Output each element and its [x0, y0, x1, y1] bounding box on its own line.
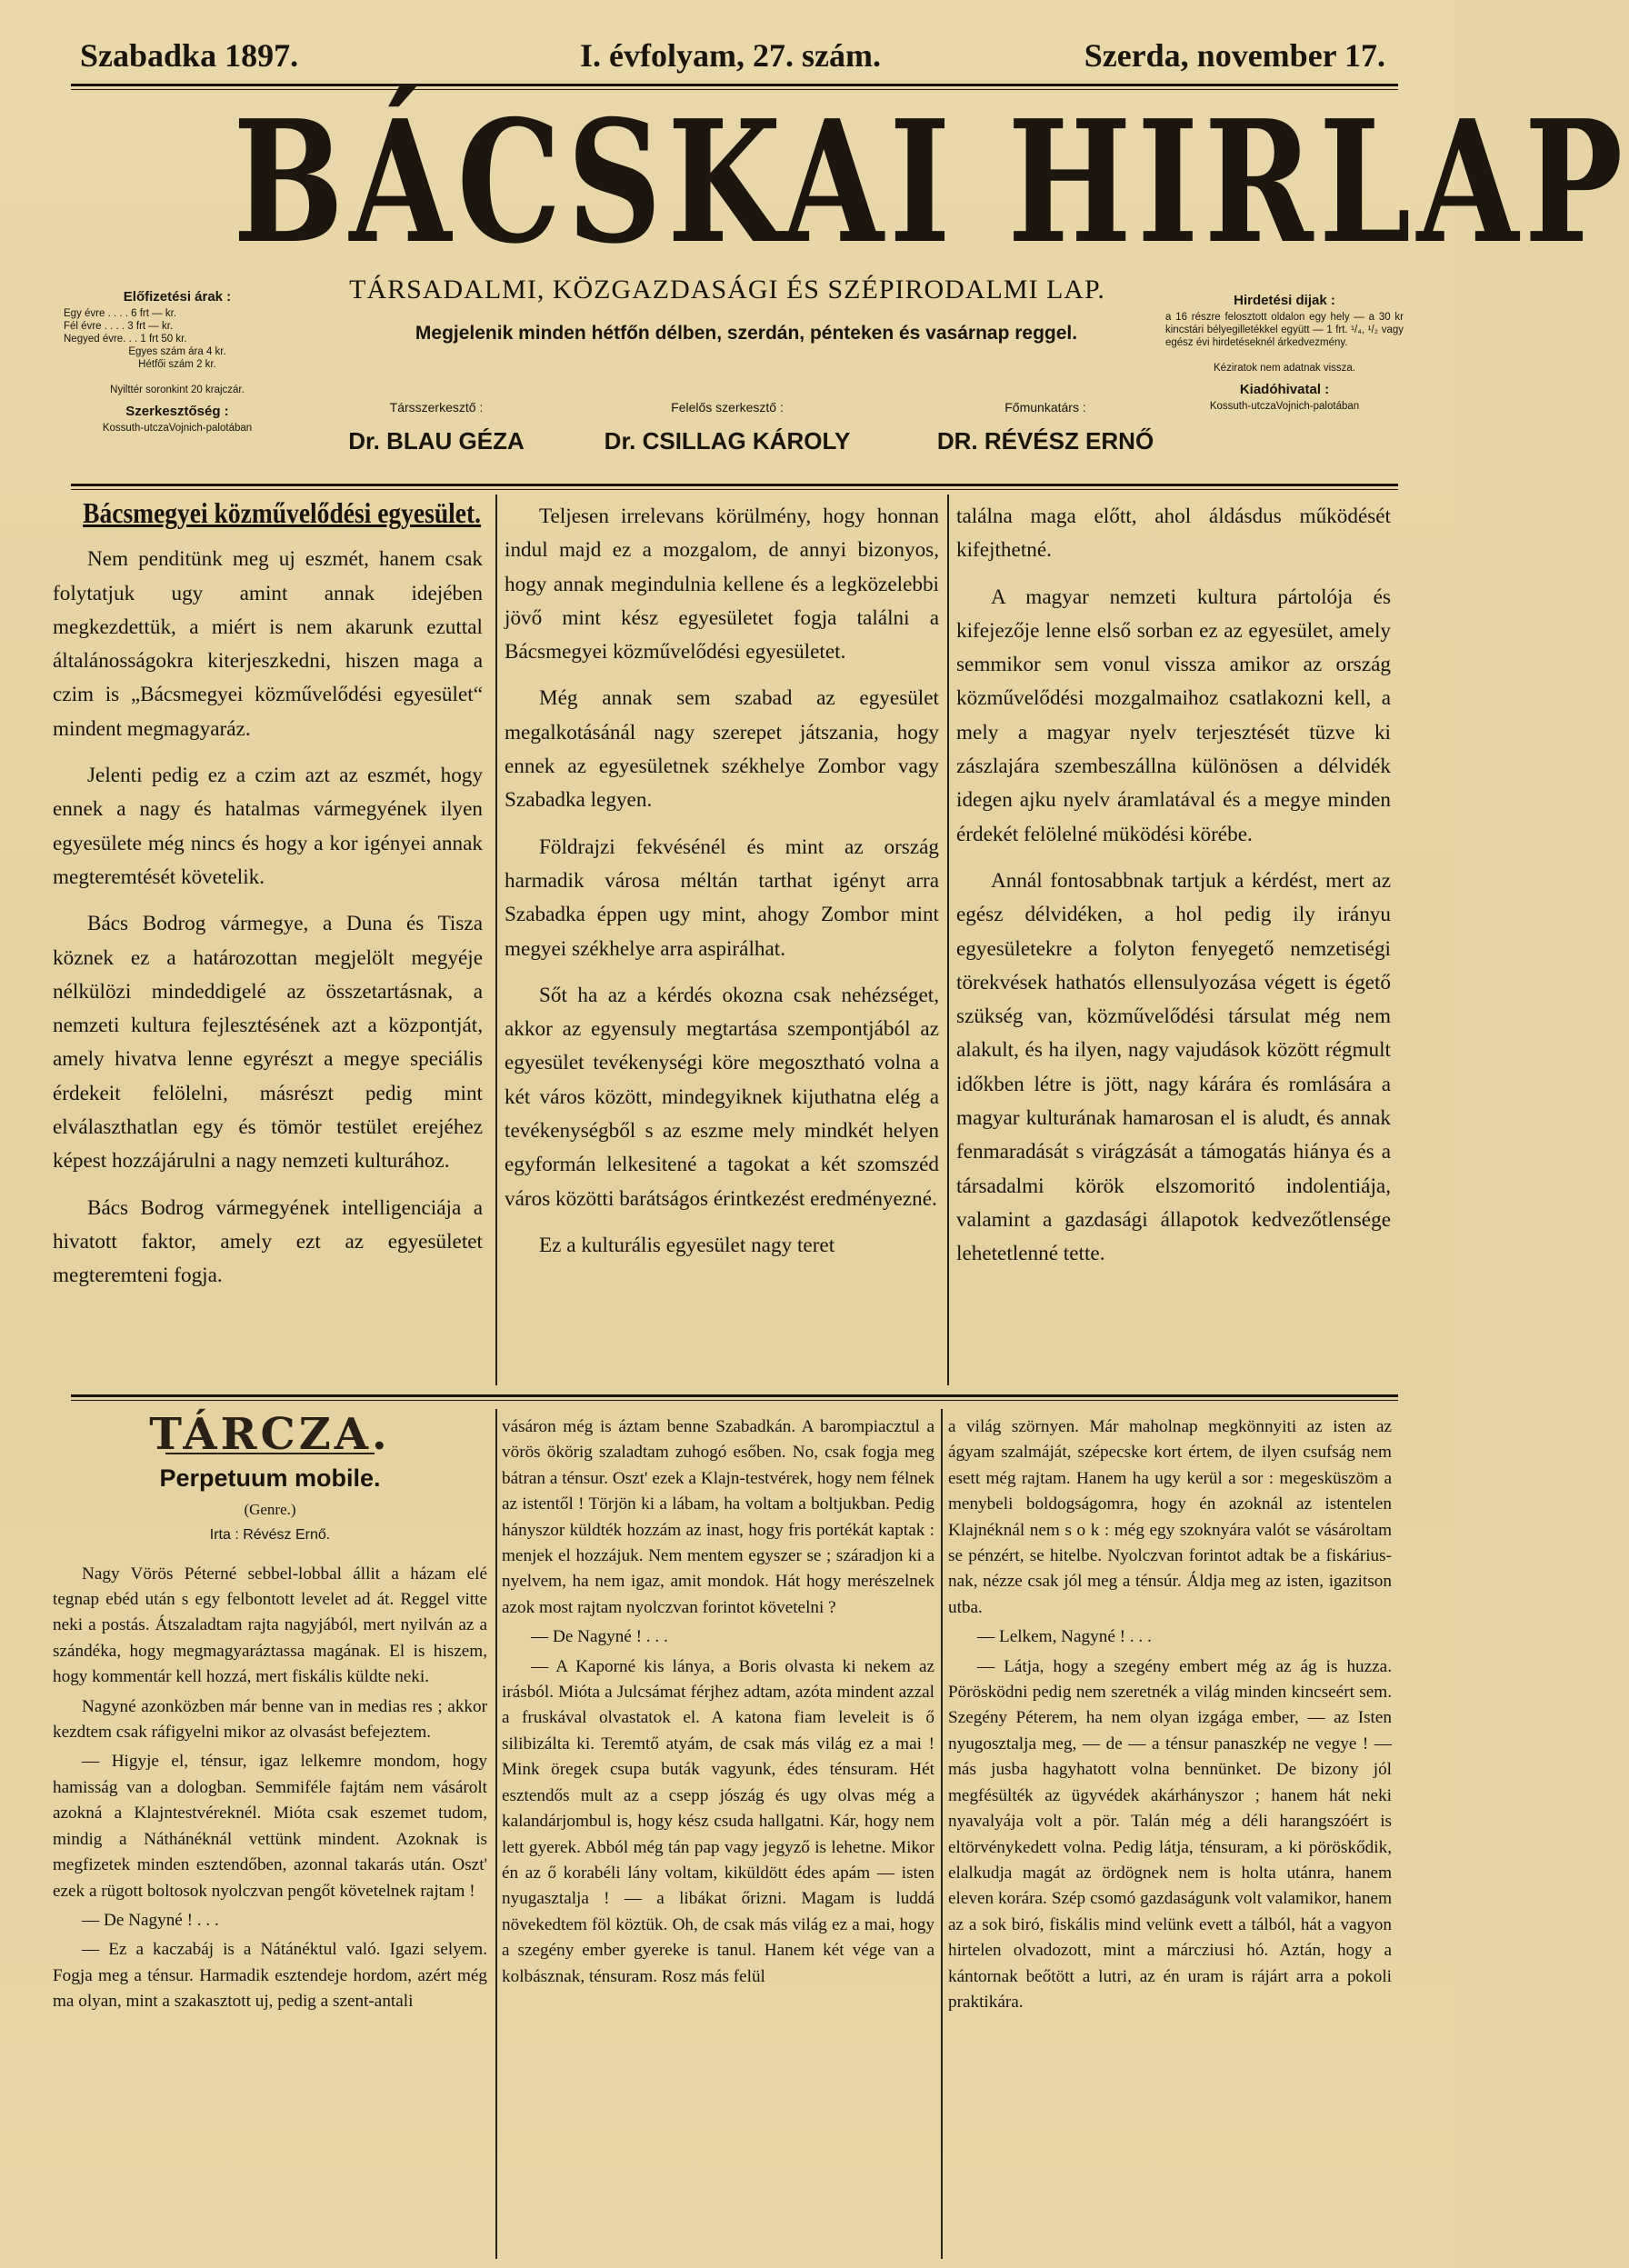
column-divider: [947, 495, 949, 1385]
main-contributor: [900, 400, 1191, 455]
subscription-box: [64, 291, 291, 435]
paragraph: — De Nagyné ! . . .: [82, 1910, 219, 1930]
price-line: Egyes szám ára 4 kr.: [128, 346, 226, 357]
co-editor: [300, 400, 573, 455]
story-title: Perpetuum mobile.: [159, 1464, 381, 1493]
masthead-bottom-rule: [71, 484, 1398, 486]
paragraph: — Ez a kaczabáj is a Nátánéktul való. Igazi selyem. Fogja meg a ténsur. Harmadik esztendeje hordom, azért még ma olyan, mint a szakasztott uj, pedig a szent-antali: [53, 1940, 487, 2012]
place-year: Szabadka 1897.: [80, 37, 299, 74]
column-divider: [495, 495, 497, 1385]
advertising-heading: Hirdetési dijak :: [1234, 293, 1335, 308]
staff-role: Társszerkesztő :: [389, 400, 484, 415]
feuilleton-column-2: [502, 1414, 934, 1993]
paragraph: vásáron még is áztam benne Szabadkán. A barompiacztul a vörös ökörig szaladtam zuhogó esőben. No, csak fogja meg bátran a ténsur. Oszt' ezek a Klajn-testvérek, hogy nem félnek az istentől ! Törjön ki a lábam, ha voltam a boltjukban. Pedig hányszor küldték hozzám az inast, hogy fris portékát kaptak : menjek el hozzájuk. Nem mentem egyszer se ; száradjon ki a nyelvem, ha nem igaz, amit mondok. Hát hogy merészelnek azok most rajtam nyolczvan forintot követelni ?: [502, 1417, 934, 1617]
advertising-rates: a 16 részre felosztott oldalon egy hely — a 30 kr kincstári bélyegilletékkel együtt — 1 frt. ¹/₄, ¹/₂ vagy egész évi hirdetéseknél árkedvezmény.: [1165, 312, 1404, 348]
nyiltter-price: Nyilttér soronkint 20 krajczár.: [110, 385, 245, 395]
subscription-heading: Előfizetési árak :: [123, 289, 232, 305]
paragraph: találna maga előtt, ahol áldásdus működését kifejthetné.: [956, 505, 1391, 563]
feuilleton-column-3: [948, 1414, 1392, 2019]
paragraph: Nagyné azonközben már benne van in medias res ; akkor kezdtem csak ráfigyelni mikor az olvasást befejeztem.: [53, 1696, 487, 1743]
paragraph: — Lelkem, Nagyné ! . . .: [977, 1627, 1152, 1647]
paragraph: A magyar nemzeti kultura pártolója és kifejezője lenne első sorban ez az egyesület, amely semmikor sem vonul vissza amikor az ország közművelődési mozgalmaihoz csatlakozni kell, a mely a magyar nyelv terjesztését tüzve ki zászlajára szembeszállna különösen a délvidék idegen ajku nyelv áramlatával és a megye minden érdekét felölelné müködési körébe.: [956, 584, 1391, 846]
article-column-1: [53, 491, 483, 1306]
publication-schedule: Megjelenik minden hétfőn délben, szerdán, pénteken és vasárnap reggel.: [415, 323, 1078, 344]
paragraph: Földrajzi fekvésénél és mint az ország harmadik városa méltán tarthat igényt arra Szabadka éppen ugy mint, ahogy Zombor mint megyei székhelye arra aspirálhat.: [505, 834, 939, 961]
paragraph: — Higyje el, ténsur, igaz lelkemre mondom, hogy hamisság van a dologban. Semmiféle fajtám nem vásárolt azokná a Klajntestvéreknél. Mióta csak eszemet tudom, mindig a Náthánéknál vettünk mindent. Azoknak is megfizetek minden esztendőben, azonnal takarás után. Oszt' ezek a rügott boltosok nyolczvan pengőt követelnek rajtam !: [53, 1752, 487, 1901]
chief-editor: [573, 400, 882, 455]
manuscripts-note: Kéziratok nem adatnak vissza.: [1214, 363, 1355, 374]
story-genre: (Genre.): [244, 1500, 296, 1518]
paragraph: — A Kaporné kis lánya, a Boris olvasta ki nekem az irásból. Mióta a Julcsámat férjhez adtam, azóta mindent azzal a fruskával olvastatok el. A katona fiam leveleit is ő silibizálta ki. Teremtő atyám, de csak más világ ez a mai ! Mink öregek csupa buták vagyunk, édes ténsuram. Hét esztendős mult az a csepp jószág és ugy olvas még a kalandárjombul is, hogy kész csuda hallgatni. Kár, hogy nem lett gyerek. Abból még tán pap vagy jegyző is lehetne. Mikor én az ő korabéli lány voltam, kiküldött édes apám — isten nyugasztalja ! — a libákat őrizni. Magam is luddá növekedtem föl köztük. Oh, de csak más világ ez a mai, hogy a szegény ember gyereke is tanul. Hanem két vége van a kolbásznak, ténsuram. Rosz más felül: [502, 1656, 934, 1986]
feuilleton-column-1: [53, 1409, 487, 2019]
paragraph: Ez a kulturális egyesület nagy teret: [539, 1233, 835, 1257]
paragraph: Még annak sem szabad az egyesület megalkotásánál nagy szerepet játszania, hogy ennek az egyesületnek székhelye Zombor vagy Szabadka legyen.: [505, 686, 939, 813]
issue-number: I. évfolyam, 27. szám.: [580, 37, 881, 74]
staff-name: Dr. BLAU GÉZA: [348, 427, 525, 455]
paragraph: Nagy Vörös Péterné sebbel-lobbal állit a házam elé tegnap ebéd után s egy felbontott levelet ad át. Reggel vitte neki a postás. Átszaladtam rajta nagyjából, mert nyilván az a szándéka, hogy megmagyaráztassa magának. El is hiszem, hogy kommentár kell hozzá, mert fiskális küldte neki.: [53, 1564, 487, 1687]
editorial-office-heading: Szerkesztőség :: [125, 404, 229, 419]
story-byline: Irta : Révész Ernő.: [209, 1527, 331, 1544]
staff-name: Dr. CSILLAG KÁROLY: [604, 427, 851, 455]
paragraph: Teljesen irrelevans körülmény, hogy honnan indul majd ez a mozgalom, de annyi bizonyos, hogy annak megindulnia kellene és a legközelebbi jövő mint kész egyesületet fogja találni a Bácsmegyei közművelődési egyesületet.: [505, 505, 939, 664]
paragraph: Annál fontosabbnak tartjuk a kérdést, mert az egész délvidéken, a hol pedig ily irányu egyesületekre a folyton fenyegető nemzetiségi törekvések hathatós ellensulyozása végett is égető szükség van, közművelődési társulat még nem alakult, és ha ilyen, nagy vajudások között régmult időkben létre is jött, nagy kárára és romlására a magyar kulturának hamarosan el is aludt, és annak fenmaradását s virágzását a támogatás hiánya és a társadalmi körök elszomoritó indolentiája, valamint a gazdasági állapotok kedvezőtlensége lehetetlenné tette.: [956, 868, 1391, 1266]
price-line: Egy évre . . . . 6 frt — kr.: [64, 308, 176, 319]
paragraph: Bács Bodrog vármegye, a Duna és Tisza köznek ez a határozottan megjelölt megyéje nélkülözi mindeddigelé az összetartásnak, a nemzeti kultura fejlesztésének azt a központját, amely hivatva lenne egyrészt a megye speciális érdekeit felölelni, másrészt pedig mint elválaszthatlan egy és tömör testület erejéhez képest hozzájárulni a nagy nemzeti kulturához.: [53, 912, 483, 1174]
advertising-box: [1165, 295, 1404, 413]
publisher-address: Kossuth-utczaVojnich-palotában: [1209, 401, 1360, 412]
paragraph: Bács Bodrog vármegyének intelligenciája a hivatott faktor, amely ezt az egyesületet megteremteni fogja.: [53, 1195, 483, 1288]
masthead-subtitle: TÁRSADALMI, KÖZGAZDASÁGI ÉS SZÉPIRODALMI LAP.: [349, 275, 1105, 305]
article-column-3: [956, 500, 1391, 1284]
editorial-office-address: Kossuth-utczaVojnich-palotában: [102, 423, 253, 434]
price-line: Fél évre . . . . 3 frt — kr.: [64, 321, 174, 332]
publisher-heading: Kiadóhivatal :: [1239, 382, 1330, 397]
paragraph: — De Nagyné ! . . .: [531, 1627, 668, 1647]
paragraph: a világ szörnyen. Már maholnap megkönnyiti az isten az ágyam szalmáját, szépecske kort értem, de ilyen csufság nem esett még rajtam. Hanem ha ugy kerül a sor : megesküszöm a menybeli boldogságomra, hogy én azoknál az istentelen Klajnéknál nem s o k : még egy szoknyára valót se vásároltam se pénzért, se hitelbe. Nyolczvan forintot adtak be a fiskáriusnak, nézze csak jól meg a ténsúr. Áldja meg az isten, igazitson utba.: [948, 1417, 1392, 1617]
price-line: Hétfői szám 2 kr.: [138, 359, 216, 370]
article-title: Bácsmegyei közművelődési egyesület.: [83, 496, 482, 529]
paragraph: Sőt ha az a kérdés okozna csak nehézséget, akkor az egyensuly megtartása szempontjából az egyesület tevékenységi köre megosztható volna a két város között, mindegyiknek kijuthatna elég a tevékenységből s az eszme mely mindkét helyen egyformán lelkesitené a tagokat a két szomszéd város közötti barátságos érintkezést eredményezné.: [505, 983, 939, 1211]
masthead-title: BÁCSKAI HIRLAP: [233, 83, 1629, 281]
article-column-2: [505, 500, 939, 1275]
staff-role: Főmunkatárs :: [1004, 400, 1086, 415]
staff-role: Felelős szerkesztő :: [671, 400, 784, 415]
staff-name: DR. RÉVÉSZ ERNŐ: [936, 427, 1154, 455]
column-divider: [495, 1409, 497, 2259]
price-line: Negyed évre. . . 1 frt 50 kr.: [64, 334, 187, 345]
feuilleton-rule: [71, 1394, 1398, 1397]
paragraph: Jelenti pedig ez a czim azt az eszmét, hogy ennek a nagy és hatalmas vármegyének ilyen egyesülete még nincs és hogy a kor igényei annak megteremtését követelik.: [53, 764, 483, 889]
feuilleton-heading: TÁRCZA.: [149, 1409, 391, 1460]
paragraph: Nem penditünk meg uj eszmét, hanem csak folytatjuk ugy amint annak idejében megkezdettük, a miért is nem akarunk ezuttal általánosságokra kiterjeszkedni, hiszen maga a czim is „Bácsmegyei közművelődési egyesület“ mindent megmagyaráz.: [53, 547, 483, 741]
paragraph: — Látja, hogy a szegény embert még az ág is huzza. Pörösködni pedig nem szeretnék a világ minden kincseért sem. Szegény Péterem, ha nem olyan izgága ember, — az Isten nyugosztalja meg, — de — a ténsur panaszkép ne vegye ! — más jusba hagyhatott volna bennünket. De bizony jól megfésülték az ügyvédek akárhányszor ; hanem hát neki nyavalyája volt a pör. Talán még a déli harangszóért is eltörvénykedett volna. Pedig látja, ténsuram, a ki pöröskődik, elalkudja magát az ördögnek nem is holta utánra, hanem eleven korára. Szép csomó gazdaságunk volt valamikor, hanem az a sok biró, fiskális mind velünk evett a tálból, hát a vagyon hirtelen olvadozott, mint a márcziusi hó. Aztán, hogy a kántornak beőtött a lutri, az én uram is rájárt arra a pokoli praktikára.: [948, 1656, 1392, 2012]
issue-date: Szerda, november 17.: [1084, 37, 1385, 74]
column-divider: [941, 1409, 943, 2259]
dateline: [71, 36, 1398, 82]
